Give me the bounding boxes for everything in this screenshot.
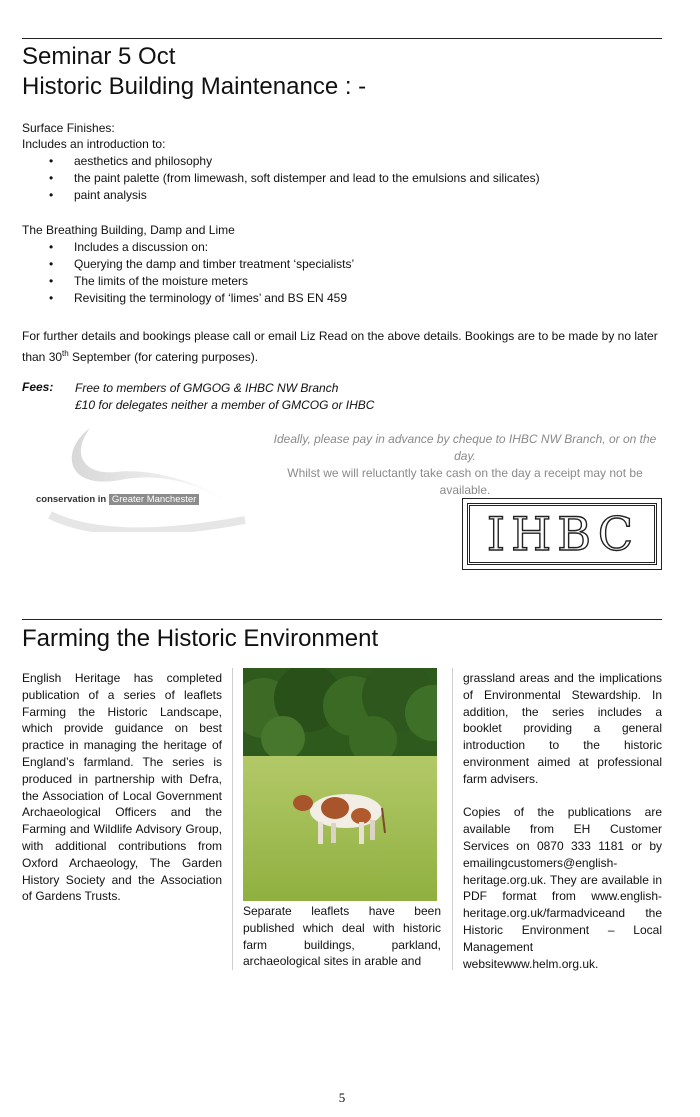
fees-line1: Free to members of GMGOG & IHBC NW Branch [75,381,339,395]
ihbc-logo [462,498,662,570]
pay-advance-note: Ideally, please pay in advance by cheque to IHBC NW Branch, or on the day. [273,432,657,463]
farming-column-1 [22,670,222,905]
conservation-highlight: Greater Manchester [109,494,199,505]
details-text-1: For further details and bookings please call or email Liz Read on the above details. Bookings are to be made by no later than 30 [22,329,658,364]
cash-note: Whilst we will reluctantly take cash on the day a receipt may not be available. [287,466,643,497]
details-text-2: September (for catering purposes). [68,350,259,364]
farming-column-3 [463,670,662,972]
breathing-heading: The Breathing Building, Damp and Lime [22,223,235,237]
page-number: 5 [338,1090,346,1105]
surface-list [22,153,662,204]
farming-column-2 [243,903,441,970]
farming-col1-text: English Heritage has completed publication of a series of leaflets Farming the Historic Landscape, which provide guidance on best practice in managing the heritage of England’s farmland. The series is produced in partnership with Defra, the Association of Local Government Archaeological Officers and the Farming and Wildlife Advisory Group, with additional contributions from Oxford Archaeology, The Garden History Society and the Association of Gardens Trusts. [22,671,222,904]
seminar-title-line1: Seminar 5 Oct [22,43,176,70]
breathing-item: • Includes a discussion on: [22,239,662,256]
top-rule [22,38,662,39]
breathing-list [22,239,662,307]
cow-field-image [243,668,437,901]
column-divider-2 [452,668,453,970]
details-sup: th [62,349,69,358]
ihbc-text: IHBC [486,507,640,561]
farming-col3-p1: grassland areas and the implications of Environmental Stewardship. In addition, the series includes a booklet providing a general introduction to the historic environment aimed at professional farm advisers. [463,671,662,786]
section-rule [22,619,662,620]
breathing-item: • Querying the damp and timber treatment ‘specialists’ [22,256,662,273]
breathing-item: • The limits of the moisture meters [22,273,662,290]
surface-item: • paint analysis [22,187,662,204]
surface-intro: Includes an introduction to: [22,137,166,151]
cow-photo [243,668,437,901]
fees-line2: £10 for delegates neither a member of GMCOG or IHBC [75,398,375,412]
fees-label: Fees: [22,380,54,394]
conservation-logo [30,420,250,532]
breathing-item: • Revisiting the terminology of ‘limes’ and BS EN 459 [22,290,662,307]
farming-col2-text: Separate leaflets have been published which deal with historic farm buildings, parkland, archaeological sites in arable and [243,904,441,969]
farming-col3-p2: Copies of the publications are available from EH Customer Services on 0870 333 1181 or by emailingcustomers@english-heritage.org.uk. They are available in PDF format from www.english-heritage.org.uk/farmadviceand the Historic Environment – Local Management websitewww.helm.org.uk. [463,805,662,971]
surface-heading: Surface Finishes: [22,121,115,135]
farming-title: Farming the Historic Environment [22,625,379,652]
details-paragraph [22,328,662,366]
surface-item: • the paint palette (from limewash, soft distemper and lead to the emulsions and silicates) [22,170,662,187]
surface-item: • aesthetics and philosophy [22,153,662,170]
conservation-prefix: conservation in [36,494,107,505]
conservation-swoosh-icon [30,420,250,532]
column-divider-1 [232,668,233,970]
seminar-title-line2: Historic Building Maintenance : - [22,73,367,100]
